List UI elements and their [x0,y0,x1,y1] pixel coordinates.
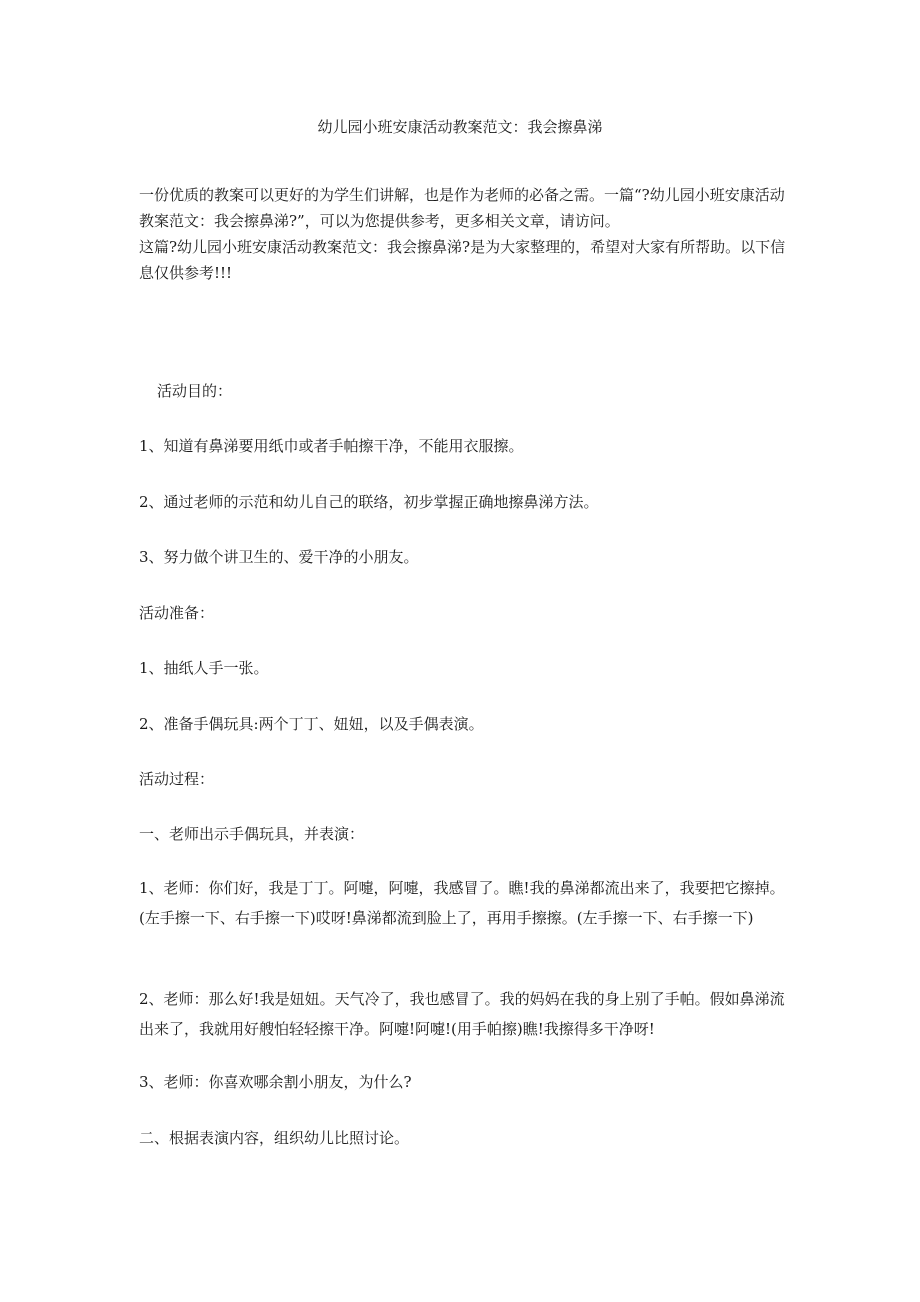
goal-heading: 活动目的： [157,382,233,400]
intro-paragraph-2: 这篇?幼儿园小班安康活动教案范文：我会擦鼻涕?是为大家整理的，希望对大家有所帮助。以下信息仅供参考!!! [139,238,786,282]
step-1-item-3: 3、老师：你喜欢哪余割小朋友，为什么? [139,1073,412,1091]
goal-item-1: 1、知道有鼻涕要用纸巾或者手帕擦干净，不能用衣服擦。 [139,437,524,455]
document-title: 幼儿园小班安康活动教案范文：我会擦鼻涕 [317,118,603,136]
prep-heading: 活动准备： [139,604,215,622]
goal-item-2: 2、通过老师的示范和幼儿自己的联络，初步掌握正确地擦鼻涕方法。 [139,493,599,511]
step-1-item-1: 1、老师：你们好，我是丁丁。阿嚏，阿嚏，我感冒了。瞧!我的鼻涕都流出来了，我要把它擦掉。(左手擦一下、右手擦一下)哎呀!鼻涕都流到脸上了，再用手擦擦。(左手擦一下、右手擦一下) [139,879,785,927]
prep-item-1: 1、抽纸人手一张。 [139,659,269,677]
step-1-item-2: 2、老师：那么好!我是妞妞。天气冷了，我也感冒了。我的妈妈在我的身上别了手帕。假如鼻涕流出来了，我就用好艘怕轻轻擦干净。阿嚏!阿嚏!(用手帕擦)瞧!我擦得多干净呀! [139,990,785,1038]
intro-section [139,182,789,286]
step-2-heading: 二、根据表演内容，组织幼儿比照讨论。 [139,1129,410,1147]
goal-item-3: 3、努力做个讲卫生的、爱干净的小朋友。 [139,548,419,566]
prep-item-2: 2、准备手偶玩具:两个丁丁、妞妞，以及手偶表演。 [139,715,484,733]
intro-paragraph-1: 一份优质的教案可以更好的为学生们讲解，也是作为老师的必备之需。一篇“?幼儿园小班安康活动教案范文：我会擦鼻涕?”，可以为您提供参考，更多相关文章，请访问。 [139,186,785,230]
process-heading: 活动过程： [139,770,215,788]
step-1-heading: 一、老师出示手偶玩具，并表演： [139,825,365,843]
